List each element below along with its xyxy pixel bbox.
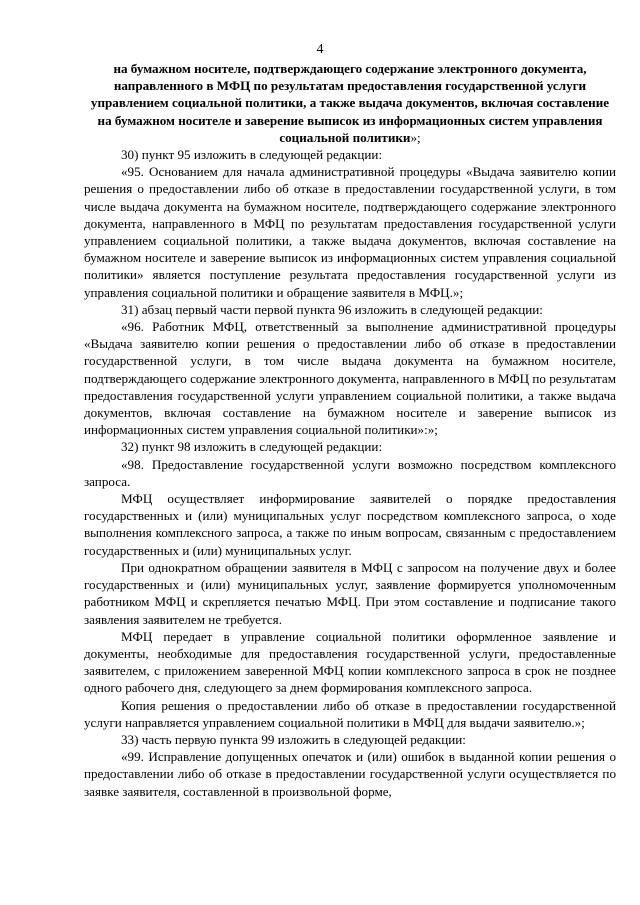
clause-99-text: «99. Исправление допущенных опечаток и (или) ошибок в выданной копии решения о предоставлении либо об отказе в предоставлении государственной услуги осуществляется по заявке заявителя, составленной в произвольной форме, [84, 749, 616, 799]
clause-96-text: «96. Работник МФЦ, ответственный за выполнение административной процедуры «Выдача заявителю копии решения о предоставлении либо об отказе в предоставлении государственной услуги, в том числе выдача документа на бумажном носителе, подтверждающего содержание электронного документа, направленного в МФЦ по результатам предоставления государственной услуги управлением социальной политики, а также выдача документов, включая составление на бумажном носителе и заверение выписок из информационных систем управления социальной политики»:»; [84, 319, 616, 438]
section-heading [84, 60, 616, 146]
amendment-item-32: 32) пункт 98 изложить в следующей редакции: [121, 439, 383, 455]
clause-98-paragraph-5: Копия решения о предоставлении либо об отказе в предоставлении государственной услуги направляется управлением социальной политики в МФЦ для выдачи заявителю.»; [84, 697, 616, 730]
clause-98-paragraph-2: МФЦ осуществляет информирование заявителей о порядке предоставления государственных и (или) муниципальных услуг посредством комплексного запроса, о ходе выполнения комплексного запроса, а также по иным вопросам, связанным с предоставлением государственных и (или) муниципальных услуг. [84, 491, 616, 558]
document-body [84, 60, 616, 800]
clause-98-paragraph-4: МФЦ передает в управление социальной политики оформленное заявление и документы, необходимые для предоставления государственной услуги, предоставленные заявителем, с приложением заверенной МФЦ копии комплексного запроса в срок не позднее одного рабочего дня, следующего за днем формирования комплексного запроса. [84, 628, 616, 696]
amendment-item-33: 33) часть первую пункта 99 изложить в следующей редакции: [121, 731, 466, 747]
amendment-item-31: 31) абзац первый части первой пункта 96 изложить в следующей редакции: [121, 301, 543, 317]
heading-bold-text: на бумажном носителе, подтверждающего содержание электронного документа, направленного в МФЦ по результатам предоставления государственной услуги управлением социальной политики, а также выдача документов, включая составление на бумажном носителе и заверение выписок из информационных систем управления социальной политики [90, 61, 610, 145]
clause-95-text: «95. Основанием для начала административной процедуры «Выдача заявителю копии решения о предоставлении либо об отказе в предоставлении государственной услуги, в том числе выдача документа на бумажном носителе, подтверждающего содержание электронного документа, направленного в МФЦ по результатам предоставления государственной услуги управлением социальной политики, а также выдача документов, включая составление на бумажном носителе и заверение выписок из информационных систем управления социальной политики» является поступление результата предоставления государственной услуги из управления социальной политики и обращение заявителя в МФЦ.»; [84, 164, 616, 300]
amendment-item-30: 30) пункт 95 изложить в следующей редакции: [121, 147, 383, 163]
heading-tail: »; [410, 129, 421, 145]
clause-98-text: «98. Предоставление государственной услуги возможно посредством комплексного запроса. [84, 456, 616, 489]
page-number: 4 [316, 42, 324, 57]
clause-98-paragraph-3: При однократном обращении заявителя в МФЦ с запросом на получение двух и более государственных и (или) муниципальных услуг, заявление формируется уполномоченным работником МФЦ и скрепляется печатью МФЦ. При этом составление и подписание такого заявления заявителем не требуется. [84, 559, 616, 627]
